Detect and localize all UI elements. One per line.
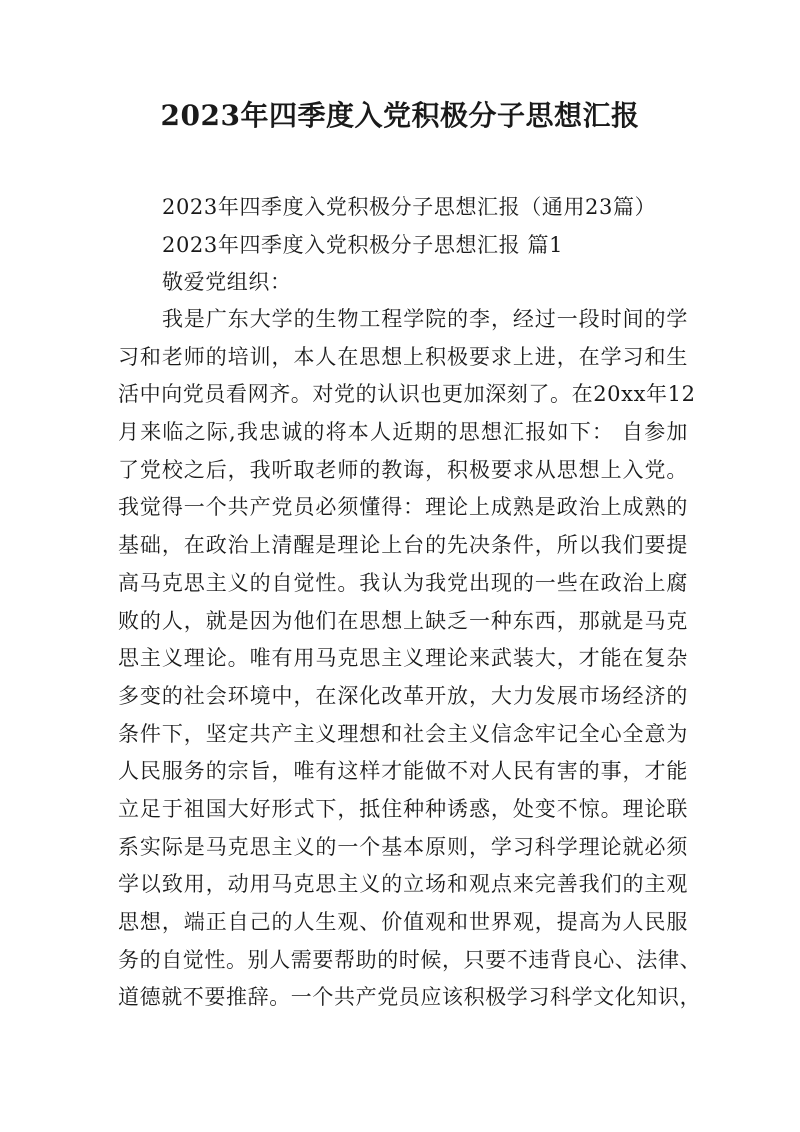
paragraph-line: 思想，端正自己的人生观、价值观和世界观，提高为人民服 bbox=[118, 910, 688, 934]
paragraph-line: 了党校之后，我听取老师的教诲，积极要求从思想上入党。 bbox=[118, 457, 688, 482]
paragraph-line: 条件下，坚定共产主义理想和社会主义信念牢记全心全意为 bbox=[118, 721, 688, 746]
paragraph-line: 活中向党员看网齐。对党的认识也更加深刻了。在20xx年12 bbox=[118, 382, 696, 407]
paragraph-line: 立足于祖国大好形式下，抵住种种诱惑，处变不惊。理论联 bbox=[118, 796, 688, 821]
section-heading: 2023年四季度入党积极分子思想汇报 篇1 bbox=[162, 232, 564, 257]
paragraph-line: 高马克思主义的自觉性。我认为我党出现的一些在政治上腐 bbox=[118, 570, 688, 595]
paragraph-line: 我觉得一个共产党员必须懂得：理论上成熟是政治上成熟的 bbox=[118, 495, 688, 520]
salutation: 敬爱党组织： bbox=[162, 270, 292, 295]
paragraph-line: 务的自觉性。别人需要帮助的时候，只要不违背良心、法律、 bbox=[118, 947, 702, 972]
paragraph-line: 学以致用，动用马克思主义的立场和观点来完善我们的主观 bbox=[118, 872, 688, 897]
body-paragraph bbox=[118, 301, 702, 1017]
document-subtitle: 2023年四季度入党积极分子思想汇报（通用23篇） bbox=[162, 195, 657, 219]
paragraph-line: 系实际是马克思主义的一个基本原则，学习科学理论就必须 bbox=[118, 834, 688, 859]
paragraph-line: 败的人，就是因为他们在思想上缺乏一种东西，那就是马克 bbox=[118, 608, 688, 633]
paragraph-line: 思主义理论。唯有用马克思主义理论来武装大，才能在复杂 bbox=[118, 646, 688, 671]
paragraph-line: 人民服务的宗旨，唯有这样才能做不对人民有害的事，才能 bbox=[118, 759, 688, 784]
paragraph-line: 多变的社会环境中，在深化改革开放，大力发展市场经济的 bbox=[118, 683, 688, 708]
paragraph-line: 道德就不要推辞。一个共产党员应该积极学习科学文化知识， bbox=[118, 985, 702, 1010]
paragraph-line: 月来临之际,我忠诚的将本人近期的思想汇报如下： 自参加 bbox=[118, 420, 688, 445]
paragraph-line: 我是广东大学的生物工程学院的李，经过一段时间的学 bbox=[162, 307, 688, 331]
paragraph-line: 习和老师的培训，本人在思想上积极要求上进，在学习和生 bbox=[118, 344, 688, 369]
document-title: 2023年四季度入党积极分子思想汇报 bbox=[160, 99, 640, 132]
paragraph-line: 基础，在政治上清醒是理论上台的先决条件，所以我们要提 bbox=[118, 533, 688, 558]
document-header-lines bbox=[118, 189, 688, 302]
